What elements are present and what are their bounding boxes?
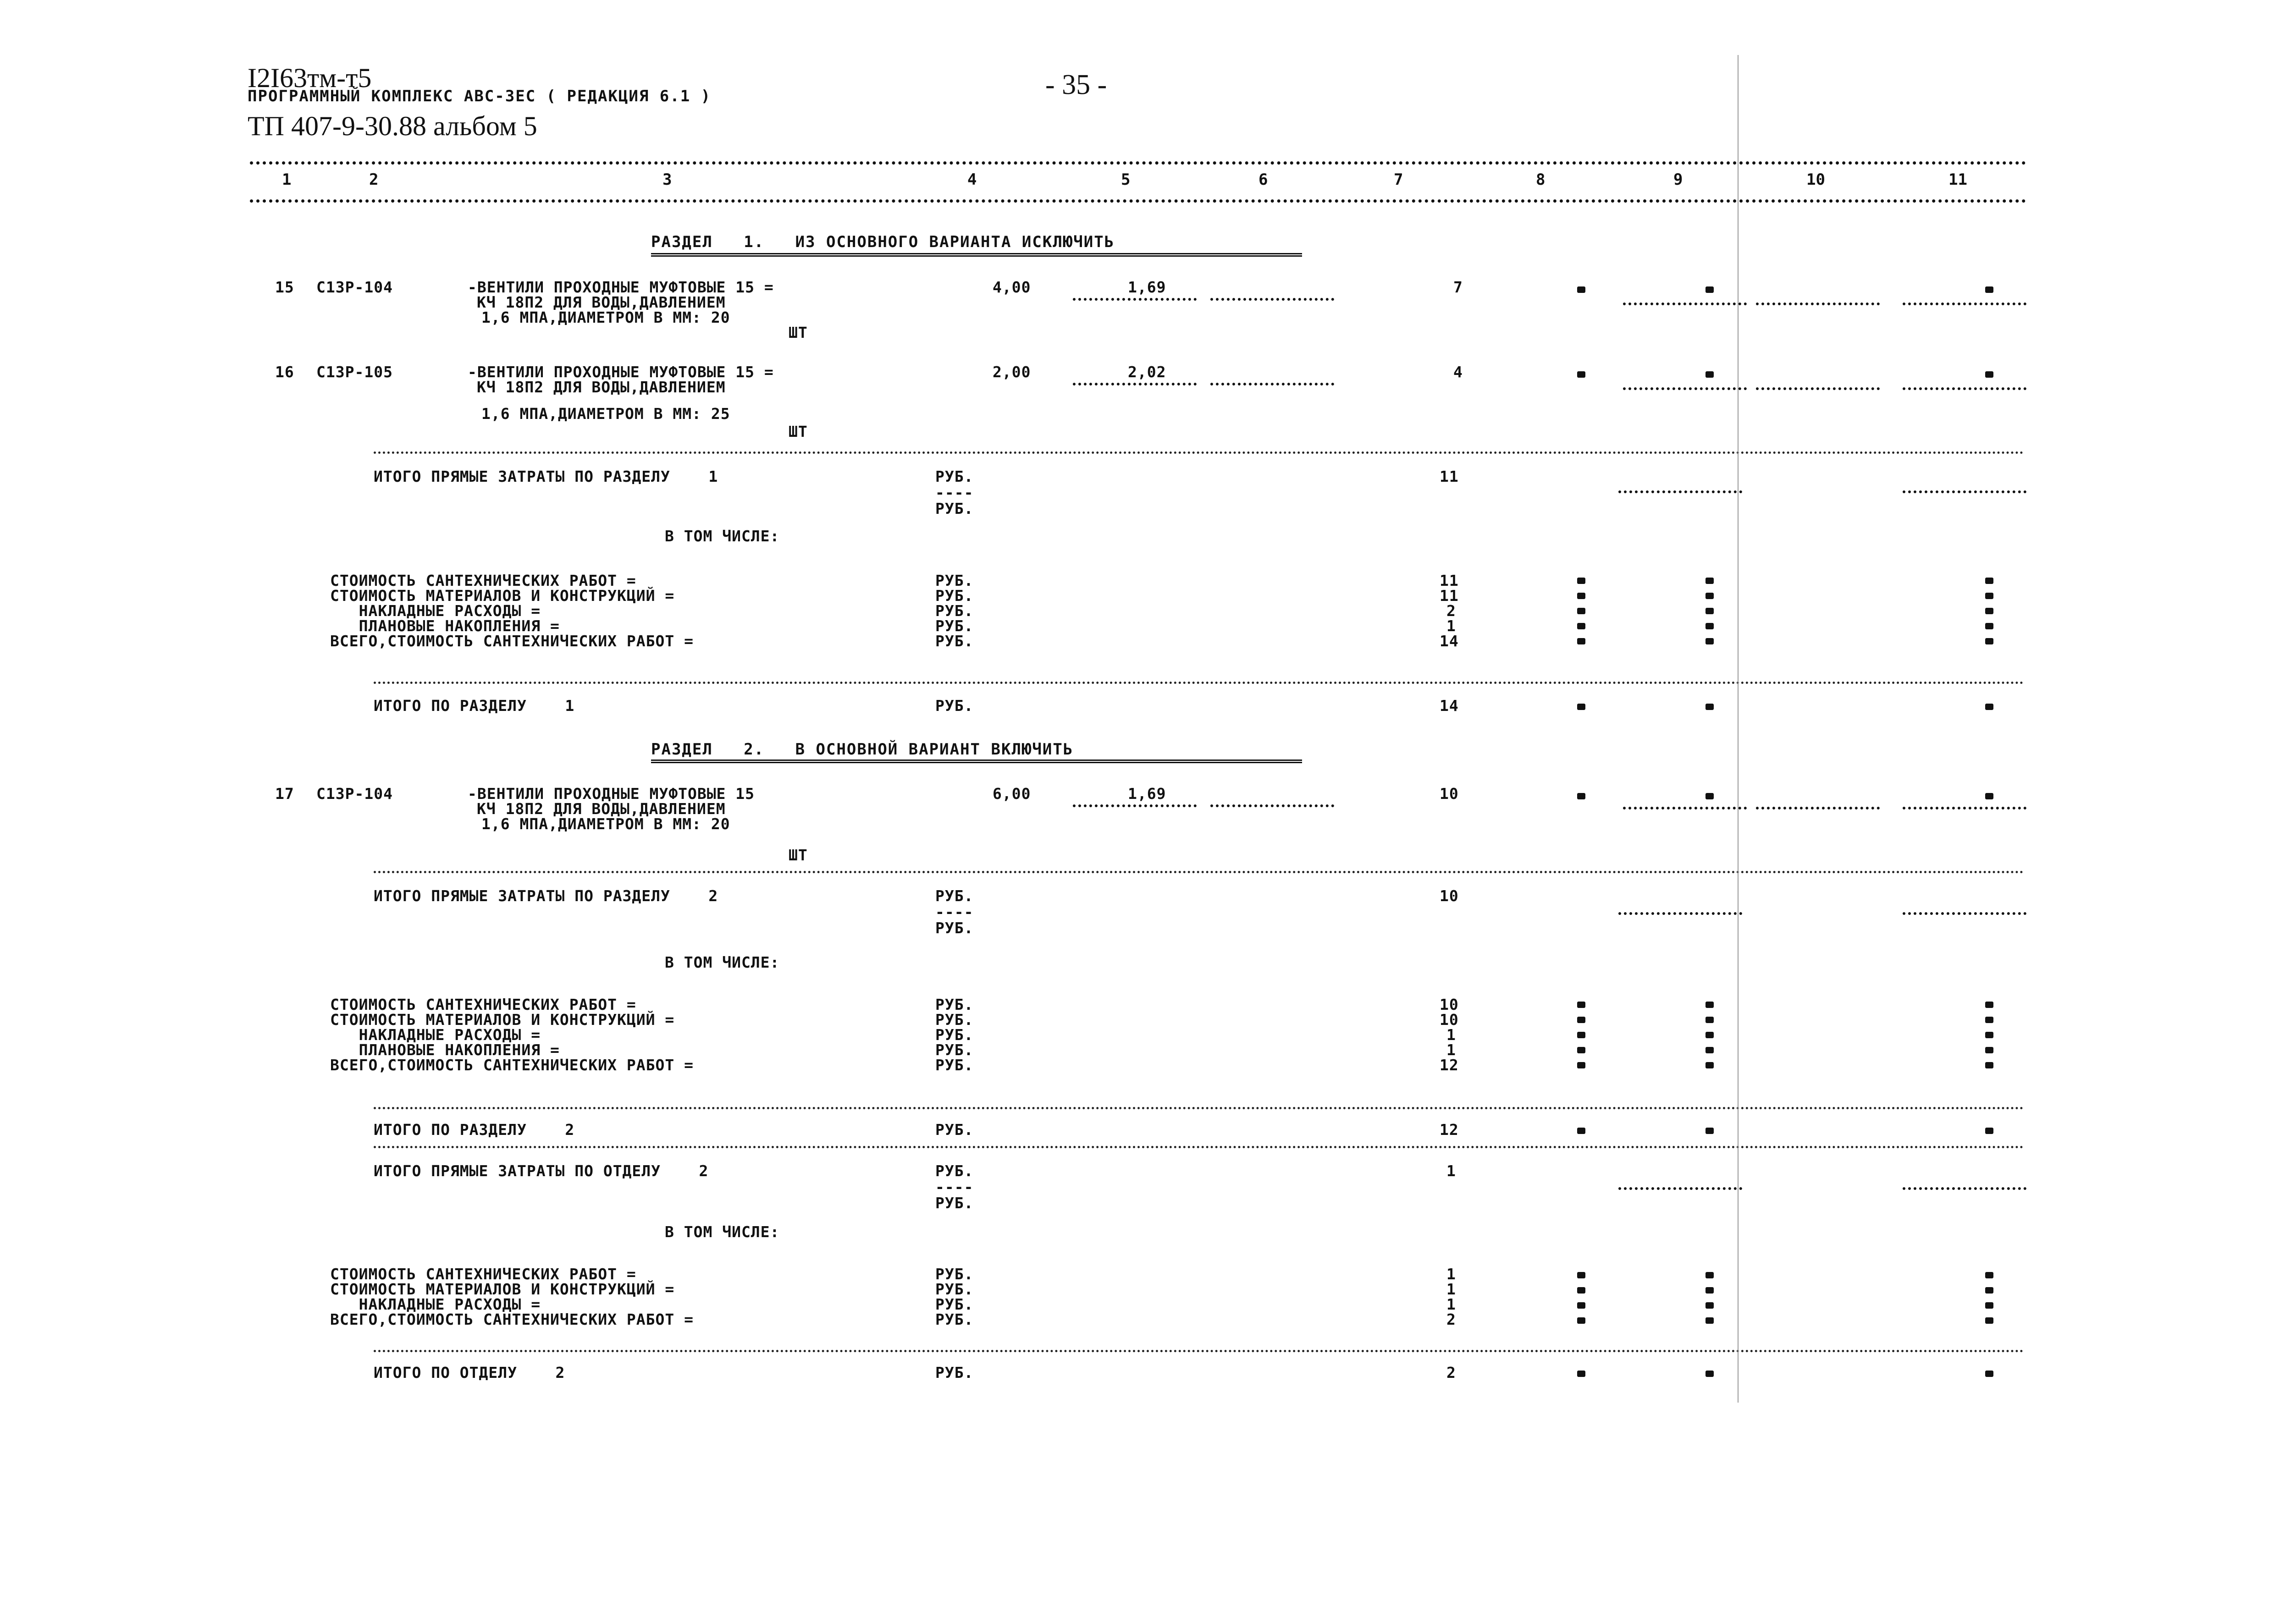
col-1: 1: [282, 171, 292, 189]
placeholder-dot: [1577, 1302, 1585, 1309]
row-price: 2,02: [1128, 363, 1166, 381]
unit: РУБ.: [935, 617, 974, 635]
row-desc-4: ШТ: [789, 846, 808, 864]
placeholder-dot: [1577, 1371, 1585, 1377]
dept-total: 2: [1446, 1364, 1456, 1382]
placeholder-dot: [1985, 1317, 1993, 1324]
row-desc-2: КЧ 18П2 ДЛЯ ВОДЫ,ДАВЛЕНИЕМ: [477, 378, 726, 396]
placeholder-dot: [1706, 1287, 1714, 1294]
unit: РУБ.: [935, 996, 974, 1013]
placeholder-dot: [1577, 1272, 1585, 1278]
breakdown-label: СТОИМОСТЬ МАТЕРИАЛОВ И КОНСТРУКЦИЙ =: [330, 1280, 675, 1298]
dept-direct-label: ИТОГО ПРЯМЫЕ ЗАТРАТЫ ПО ОТДЕЛУ 2: [374, 1162, 709, 1180]
unit-sep: ----: [935, 1178, 974, 1196]
row-qty: 2,00: [993, 363, 1031, 381]
unit: РУБ.: [935, 468, 974, 485]
placeholder-dash: [1210, 383, 1334, 385]
unit: РУБ.: [935, 1194, 974, 1212]
breakdown-value: 2: [1446, 602, 1456, 620]
breakdown-label: СТОИМОСТЬ САНТЕХНИЧЕСКИХ РАБОТ =: [330, 1265, 636, 1283]
row-code: С13Р-105: [316, 363, 393, 381]
row-code: С13Р-104: [316, 278, 393, 296]
row-total: 4: [1453, 363, 1463, 381]
section-2-total-label: ИТОГО ПО РАЗДЕЛУ 2: [374, 1121, 575, 1139]
placeholder-dot: [1577, 638, 1585, 644]
dept-incl: В ТОМ ЧИСЛЕ:: [665, 1223, 780, 1241]
placeholder-dot: [1985, 1128, 1993, 1134]
placeholder-dot: [1577, 1317, 1585, 1324]
breakdown-label: СТОИМОСТЬ САНТЕХНИЧЕСКИХ РАБОТ =: [330, 996, 636, 1013]
placeholder-dot: [1706, 1302, 1714, 1309]
section-2-title: РАЗДЕЛ 2. В ОСНОВНОЙ ВАРИАНТ ВКЛЮЧИТЬ: [651, 740, 1074, 759]
unit: РУБ.: [935, 1295, 974, 1313]
breakdown-value: 10: [1440, 1011, 1459, 1029]
breakdown-value: 1: [1446, 1295, 1456, 1313]
section-2-underline: [651, 760, 1302, 763]
breakdown-value: 1: [1446, 1265, 1456, 1283]
section-1-direct-label: ИТОГО ПРЯМЫЕ ЗАТРАТЫ ПО РАЗДЕЛУ 1: [374, 468, 718, 485]
dept-direct-total: 1: [1446, 1162, 1456, 1180]
placeholder-dash: [1756, 303, 1880, 305]
placeholder-dot: [1577, 704, 1585, 710]
placeholder-dot: [1706, 638, 1714, 644]
unit: РУБ.: [935, 1026, 974, 1044]
placeholder-dot: [1577, 1062, 1585, 1068]
row-desc-1: -ВЕНТИЛИ ПРОХОДНЫЕ МУФТОВЫЕ 15: [468, 785, 755, 803]
column-header-rule: [250, 199, 2026, 203]
placeholder-dot: [1577, 1128, 1585, 1134]
section-1-title: РАЗДЕЛ 1. ИЗ ОСНОВНОГО ВАРИАНТА ИСКЛЮЧИТЬ: [651, 233, 1115, 251]
col-3: 3: [662, 171, 672, 189]
placeholder-dot: [1985, 1302, 1993, 1309]
section-1-direct-total: 11: [1440, 468, 1459, 485]
placeholder-dash: [1210, 298, 1334, 301]
placeholder-dash: [1903, 912, 2026, 915]
row-price: 1,69: [1128, 278, 1166, 296]
placeholder-dash: [1623, 807, 1747, 809]
unit: РУБ.: [935, 1056, 974, 1074]
placeholder-dot: [1985, 1017, 1993, 1023]
row-qty: 6,00: [993, 785, 1031, 803]
placeholder-dot: [1985, 1371, 1993, 1377]
placeholder-dot: [1706, 1317, 1714, 1324]
placeholder-dot: [1577, 593, 1585, 599]
breakdown-value: 11: [1440, 587, 1459, 605]
page-number: - 35 -: [1045, 69, 1107, 100]
placeholder-dash: [1618, 912, 1742, 915]
breakdown-label: СТОИМОСТЬ САНТЕХНИЧЕСКИХ РАБОТ =: [330, 572, 636, 589]
section-1-rule: [374, 451, 2024, 454]
breakdown-value: 11: [1440, 572, 1459, 589]
placeholder-dash: [1903, 387, 2026, 390]
breakdown-label: СТОИМОСТЬ МАТЕРИАЛОВ И КОНСТРУКЦИЙ =: [330, 587, 675, 605]
row-desc-3: 1,6 МПА,ДИАМЕТРОМ В ММ: 25: [481, 405, 730, 423]
unit-sep: ----: [935, 484, 974, 501]
placeholder-dot: [1577, 578, 1585, 584]
placeholder-dash: [1756, 807, 1880, 809]
section-1-total-rule: [374, 682, 2024, 684]
unit: РУБ.: [935, 919, 974, 937]
placeholder-dot: [1577, 371, 1585, 378]
placeholder-dot: [1706, 286, 1714, 293]
placeholder-dash: [1903, 807, 2026, 809]
column-header-row: [250, 171, 2026, 191]
row-desc-1: -ВЕНТИЛИ ПРОХОДНЫЕ МУФТОВЫЕ 15 =: [468, 278, 774, 296]
placeholder-dot: [1985, 593, 1993, 599]
placeholder-dash: [1073, 804, 1197, 807]
section-2-incl: В ТОМ ЧИСЛЕ:: [665, 953, 780, 971]
placeholder-dot: [1985, 1287, 1993, 1294]
placeholder-dot: [1706, 1371, 1714, 1377]
section-1-total-label: ИТОГО ПО РАЗДЕЛУ 1: [374, 697, 575, 715]
unit: РУБ.: [935, 1041, 974, 1059]
section-2-direct-label: ИТОГО ПРЯМЫЕ ЗАТРАТЫ ПО РАЗДЕЛУ 2: [374, 887, 718, 905]
dept-total-label: ИТОГО ПО ОТДЕЛУ 2: [374, 1364, 565, 1382]
breakdown-value: 1: [1446, 1280, 1456, 1298]
breakdown-value: 10: [1440, 996, 1459, 1013]
placeholder-dot: [1985, 704, 1993, 710]
col-4: 4: [967, 171, 977, 189]
breakdown-value: 14: [1440, 632, 1459, 650]
scan-line: [1738, 55, 1739, 1403]
placeholder-dot: [1706, 593, 1714, 599]
section-1-total: 14: [1440, 697, 1459, 715]
unit: РУБ.: [935, 602, 974, 620]
placeholder-dot: [1985, 286, 1993, 293]
breakdown-label: СТОИМОСТЬ МАТЕРИАЛОВ И КОНСТРУКЦИЙ =: [330, 1011, 675, 1029]
row-num: 16: [275, 363, 294, 381]
unit: РУБ.: [935, 887, 974, 905]
placeholder-dot: [1577, 608, 1585, 614]
placeholder-dash: [1073, 383, 1197, 385]
row-desc-2: КЧ 18П2 ДЛЯ ВОДЫ,ДАВЛЕНИЕМ: [477, 800, 726, 818]
row-code: С13Р-104: [316, 785, 393, 803]
unit: РУБ.: [935, 1280, 974, 1298]
placeholder-dash: [1903, 1187, 2026, 1190]
col-9: 9: [1673, 171, 1683, 189]
section-1-underline: [651, 253, 1302, 257]
placeholder-dot: [1985, 371, 1993, 378]
col-6: 6: [1258, 171, 1268, 189]
unit: РУБ.: [935, 1121, 974, 1139]
row-desc-1: -ВЕНТИЛИ ПРОХОДНЫЕ МУФТОВЫЕ 15 =: [468, 363, 774, 381]
placeholder-dot: [1577, 286, 1585, 293]
placeholder-dot: [1706, 1272, 1714, 1278]
placeholder-dot: [1985, 1032, 1993, 1038]
placeholder-dash: [1623, 303, 1747, 305]
placeholder-dot: [1706, 1047, 1714, 1053]
unit: РУБ.: [935, 1162, 974, 1180]
unit: РУБ.: [935, 587, 974, 605]
row-num: 17: [275, 785, 294, 803]
placeholder-dash: [1618, 490, 1742, 493]
breakdown-value: 1: [1446, 1026, 1456, 1044]
placeholder-dash: [1903, 490, 2026, 493]
placeholder-dot: [1577, 1002, 1585, 1008]
row-desc-3: 1,6 МПА,ДИАМЕТРОМ В ММ: 20: [481, 308, 730, 326]
col-11: 11: [1948, 171, 1967, 189]
project-title: ТП 407-9-30.88 альбом 5: [248, 111, 537, 141]
unit-sep: ----: [935, 903, 974, 921]
col-10: 10: [1806, 171, 1825, 189]
placeholder-dot: [1706, 578, 1714, 584]
col-2: 2: [369, 171, 379, 189]
breakdown-value: 1: [1446, 1041, 1456, 1059]
table-top-rule: [250, 161, 2026, 165]
placeholder-dot: [1706, 1002, 1714, 1008]
col-8: 8: [1536, 171, 1545, 189]
placeholder-dot: [1985, 1272, 1993, 1278]
placeholder-dot: [1985, 623, 1993, 629]
placeholder-dot: [1985, 608, 1993, 614]
dept-total-rule: [374, 1350, 2024, 1352]
placeholder-dash: [1903, 303, 2026, 305]
placeholder-dot: [1577, 623, 1585, 629]
row-price: 1,69: [1128, 785, 1166, 803]
unit: РУБ.: [935, 1310, 974, 1328]
placeholder-dot: [1985, 578, 1993, 584]
breakdown-label: ВСЕГО,СТОИМОСТЬ САНТЕХНИЧЕСКИХ РАБОТ =: [330, 1056, 694, 1074]
row-qty: 4,00: [993, 278, 1031, 296]
col-5: 5: [1121, 171, 1131, 189]
unit: РУБ.: [935, 1265, 974, 1283]
placeholder-dot: [1577, 793, 1585, 799]
placeholder-dot: [1577, 1047, 1585, 1053]
unit: РУБ.: [935, 1364, 974, 1382]
row-total: 7: [1453, 278, 1463, 296]
placeholder-dot: [1706, 793, 1714, 799]
row-num: 15: [275, 278, 294, 296]
section-1-incl: В ТОМ ЧИСЛЕ:: [665, 527, 780, 545]
placeholder-dot: [1985, 638, 1993, 644]
placeholder-dot: [1577, 1017, 1585, 1023]
breakdown-label: ПЛАНОВЫЕ НАКОПЛЕНИЯ =: [330, 1041, 560, 1059]
dept-rule: [374, 1146, 2024, 1148]
unit: РУБ.: [935, 1011, 974, 1029]
row-desc-2: КЧ 18П2 ДЛЯ ВОДЫ,ДАВЛЕНИЕМ: [477, 293, 726, 311]
section-2-total-rule: [374, 1107, 2024, 1109]
breakdown-label: НАКЛАДНЫЕ РАСХОДЫ =: [330, 1026, 541, 1044]
placeholder-dash: [1756, 387, 1880, 390]
placeholder-dot: [1706, 1062, 1714, 1068]
breakdown-label: ПЛАНОВЫЕ НАКОПЛЕНИЯ =: [330, 617, 560, 635]
placeholder-dot: [1985, 793, 1993, 799]
row-desc-4: ШТ: [789, 324, 808, 341]
unit: РУБ.: [935, 572, 974, 589]
placeholder-dot: [1706, 1128, 1714, 1134]
unit: РУБ.: [935, 697, 974, 715]
program-title: ПРОГРАММНЫЙ КОМПЛЕКС АВС-3ЕС ( РЕДАКЦИЯ 6.1 ): [248, 87, 712, 105]
breakdown-label: ВСЕГО,СТОИМОСТЬ САНТЕХНИЧЕСКИХ РАБОТ =: [330, 1310, 694, 1328]
breakdown-value: 1: [1446, 617, 1456, 635]
placeholder-dot: [1706, 1017, 1714, 1023]
breakdown-label: ВСЕГО,СТОИМОСТЬ САНТЕХНИЧЕСКИХ РАБОТ =: [330, 632, 694, 650]
placeholder-dot: [1577, 1032, 1585, 1038]
placeholder-dot: [1577, 1287, 1585, 1294]
breakdown-label: НАКЛАДНЫЕ РАСХОДЫ =: [330, 1295, 541, 1313]
row-total: 10: [1440, 785, 1459, 803]
col-7: 7: [1394, 171, 1403, 189]
placeholder-dot: [1706, 623, 1714, 629]
breakdown-label: НАКЛАДНЫЕ РАСХОДЫ =: [330, 602, 541, 620]
doc-code: I2I63тм-т5: [248, 63, 372, 93]
breakdown-value: 12: [1440, 1056, 1459, 1074]
placeholder-dot: [1985, 1047, 1993, 1053]
placeholder-dot: [1706, 371, 1714, 378]
placeholder-dot: [1985, 1002, 1993, 1008]
placeholder-dot: [1706, 1032, 1714, 1038]
section-2-direct-total: 10: [1440, 887, 1459, 905]
section-2-rule: [374, 871, 2024, 873]
section-2-total: 12: [1440, 1121, 1459, 1139]
placeholder-dash: [1210, 804, 1334, 807]
breakdown-value: 2: [1446, 1310, 1456, 1328]
row-desc-4: ШТ: [789, 423, 808, 440]
placeholder-dot: [1706, 704, 1714, 710]
row-desc-3: 1,6 МПА,ДИАМЕТРОМ В ММ: 20: [481, 815, 730, 833]
unit: РУБ.: [935, 632, 974, 650]
placeholder-dash: [1623, 387, 1747, 390]
placeholder-dot: [1985, 1062, 1993, 1068]
placeholder-dot: [1706, 608, 1714, 614]
unit: РУБ.: [935, 500, 974, 517]
placeholder-dash: [1618, 1187, 1742, 1190]
placeholder-dash: [1073, 298, 1197, 301]
